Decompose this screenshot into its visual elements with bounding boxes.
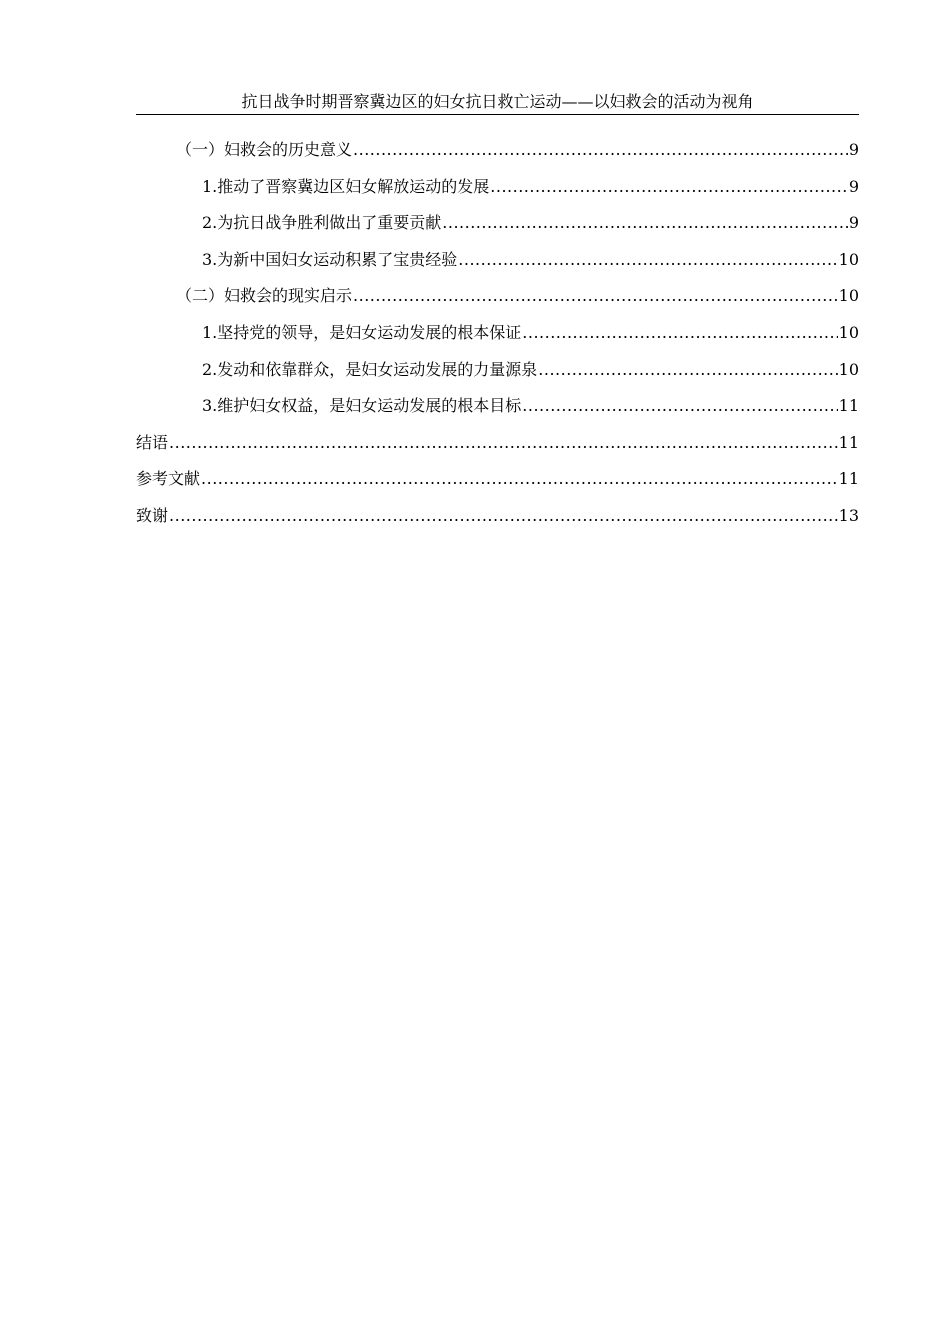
toc-entry-page: 11 <box>838 469 859 489</box>
toc-entry-page: 11 <box>838 432 859 452</box>
toc-entry[interactable] <box>136 173 859 210</box>
toc-entry-label: 1.坚持党的领导，是妇女运动发展的根本保证 <box>202 322 522 342</box>
toc-entry[interactable] <box>136 502 859 539</box>
dot-leader <box>201 465 838 493</box>
header-title: 抗日战争时期晋察冀边区的妇女抗日救亡运动——以妇救会的活动为视角 <box>241 92 754 111</box>
toc-entry[interactable] <box>136 429 859 466</box>
toc-entry[interactable] <box>136 319 859 356</box>
toc-entry[interactable] <box>136 136 859 173</box>
dot-leader <box>522 319 837 347</box>
dot-leader <box>458 246 837 274</box>
running-header <box>136 92 859 115</box>
toc-entry-page: 13 <box>838 505 859 525</box>
toc-entry-label: 结语 <box>136 432 169 452</box>
toc-entry[interactable] <box>136 282 859 319</box>
toc-entry-page: 10 <box>838 249 859 269</box>
toc-entry-page: 9 <box>848 213 859 233</box>
toc-entry-label: 1.推动了晋察冀边区妇女解放运动的发展 <box>202 176 490 196</box>
toc-entry-page: 9 <box>848 176 859 196</box>
toc-entry-label: 致谢 <box>136 505 169 525</box>
toc-entry-label: （一）妇救会的历史意义 <box>176 140 353 159</box>
toc-entry-label: 2.发动和依靠群众，是妇女运动发展的力量源泉 <box>202 359 538 379</box>
dot-leader <box>538 356 837 384</box>
toc-entry-label: 3.维护妇女权益，是妇女运动发展的根本目标 <box>202 396 522 416</box>
toc-entry-page: 9 <box>848 140 859 159</box>
dot-leader <box>169 429 838 457</box>
toc-entry-page: 10 <box>838 322 859 342</box>
dot-leader <box>353 282 838 310</box>
dot-leader <box>522 392 837 420</box>
table-of-contents <box>136 136 859 539</box>
toc-entry[interactable] <box>136 465 859 502</box>
dot-leader <box>353 136 848 164</box>
toc-entry-label: 参考文献 <box>136 469 201 489</box>
toc-entry-page: 10 <box>838 286 859 306</box>
toc-entry[interactable] <box>136 356 859 393</box>
toc-entry-label: （二）妇救会的现实启示 <box>176 286 353 306</box>
dot-leader <box>490 173 848 201</box>
toc-entry[interactable] <box>136 392 859 429</box>
toc-entry[interactable] <box>136 209 859 246</box>
dot-leader <box>169 502 838 530</box>
toc-entry-label: 2.为抗日战争胜利做出了重要贡献 <box>202 213 442 233</box>
toc-entry-page: 11 <box>838 396 859 416</box>
toc-entry-label: 3.为新中国妇女运动积累了宝贵经验 <box>202 249 458 269</box>
toc-entry-page: 10 <box>838 359 859 379</box>
dot-leader <box>442 209 848 237</box>
toc-entry[interactable] <box>136 246 859 283</box>
